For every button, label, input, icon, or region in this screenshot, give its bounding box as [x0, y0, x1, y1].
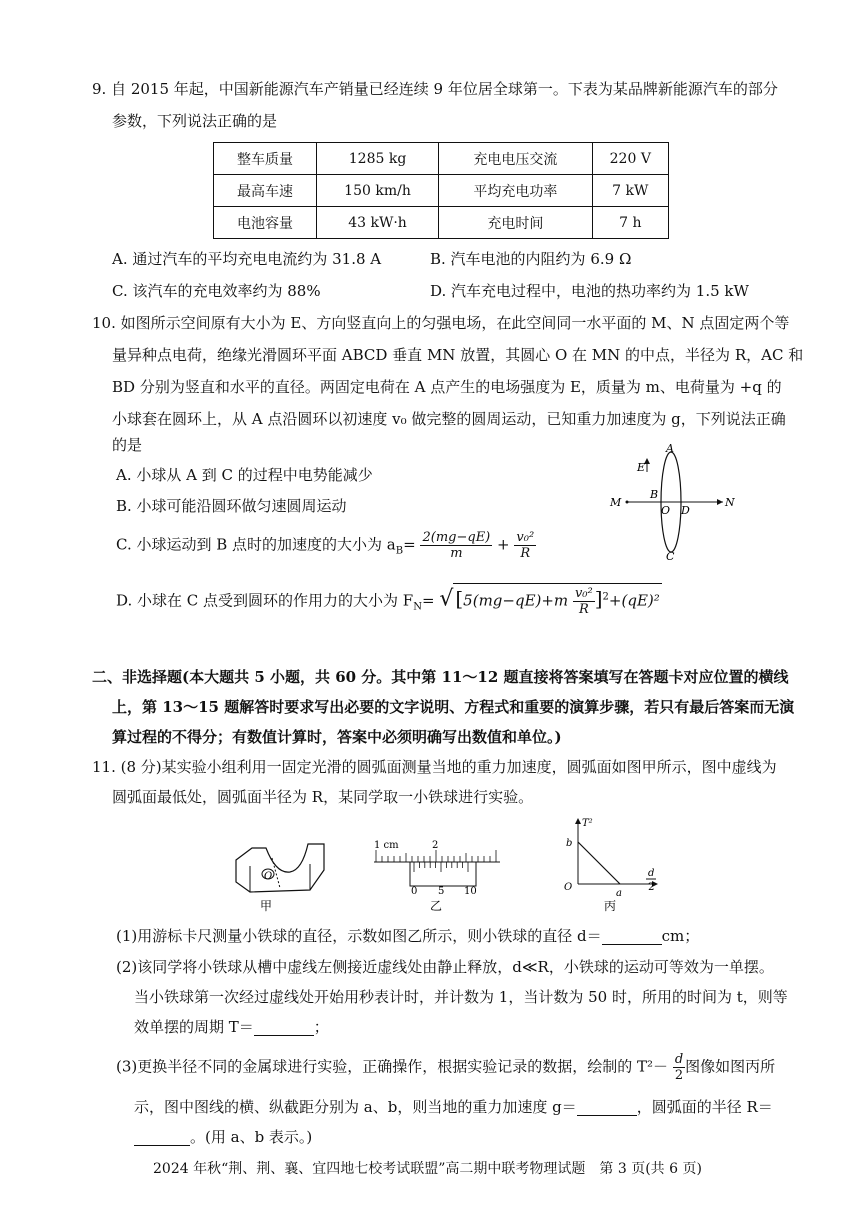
answer-blank-period[interactable]	[254, 1020, 314, 1036]
graph-line	[578, 842, 620, 884]
table-cell: 43 kW·h	[316, 207, 438, 239]
q11-stem-line2: 圆弧面最低处，圆弧面半径为 R，某同学取一小铁球进行实验。	[112, 788, 534, 806]
label-yi-2: 2	[432, 840, 439, 851]
q10-option-c-frac2	[514, 530, 536, 561]
q9-option-b: B. 汽车电池的内阻约为 6.9 Ω	[430, 250, 632, 268]
label-e: E	[637, 461, 646, 474]
answer-blank-d[interactable]	[602, 929, 662, 945]
answer-blank-g[interactable]	[577, 1100, 637, 1116]
vernier-scale-ticks	[414, 862, 468, 872]
label-b: B	[650, 488, 659, 501]
q11-part3-line1	[116, 1052, 775, 1083]
arrow-n-icon	[717, 499, 723, 505]
bracket-close: ]	[594, 586, 603, 611]
q10-option-d	[116, 583, 662, 617]
label-m: M	[610, 496, 622, 509]
q10-option-d-term1: 5(mg−qE)+m	[463, 591, 569, 610]
q10-option-c-den1: m	[450, 546, 463, 561]
q10-option-d-frac	[573, 586, 595, 617]
q10-option-c-sub: B	[395, 545, 404, 557]
figure-jia	[230, 830, 330, 915]
q10-figure	[605, 440, 745, 565]
q11-part2-line3	[134, 1020, 329, 1036]
q11-part2-end: ；	[313, 1018, 329, 1036]
label-b-intercept: b	[566, 838, 573, 849]
q10-option-c-eq: =	[403, 535, 416, 554]
q11-part1-unit: cm；	[661, 927, 700, 945]
lowest-dashed-line	[272, 858, 280, 888]
q11-part3-g-text: 示，图中图线的横、纵截距分别为 a、b，则当地的重力加速度 g＝	[134, 1098, 577, 1116]
q11-part3-text: (3)更换半径不同的金属球进行实验，正确操作，根据实验记录的数据，绘制的 T²－	[116, 1057, 669, 1076]
table-row	[214, 175, 669, 207]
label-d: D	[681, 504, 690, 517]
q10-option-d-den: R	[578, 602, 589, 617]
q10-option-c-frac1	[420, 530, 492, 561]
q11-part1-text: (1)用游标卡尺测量小铁球的直径，示数如图乙所示，则小铁球的直径 d＝	[116, 927, 602, 945]
caption-yi: 乙	[430, 899, 443, 913]
q10-option-d-sub: N	[413, 601, 422, 613]
label-yi-0: 0	[411, 886, 418, 897]
label-c: C	[666, 550, 675, 563]
label-a: A	[666, 442, 674, 455]
section2-line3: 算过程的不得分；有数值计算时，答案中必须明确写出数值和单位。)	[112, 728, 562, 746]
vernier-body	[410, 862, 476, 886]
label-yi-5: 5	[438, 886, 445, 897]
table-cell: 7 h	[592, 207, 668, 239]
table-cell: 最高车速	[214, 175, 317, 207]
bracket-open: [	[455, 586, 464, 611]
q9-stem-line2: 参数，下列说法正确的是	[112, 112, 278, 130]
table-cell: 1285 kg	[316, 143, 438, 175]
q11-part3-line3	[134, 1130, 312, 1146]
label-t2: T²	[582, 818, 593, 829]
label-o: O	[661, 504, 671, 517]
q10-option-c-text: C. 小球运动到 B 点时的加速度的大小为 a	[116, 535, 396, 554]
q9-parameter-table	[213, 142, 669, 239]
table-cell: 平均充电功率	[439, 175, 592, 207]
q10-stem-line2: 量异种点电荷，绝缘光滑圆环平面 ABCD 垂直 MN 放置，其圆心 O 在 MN 的中点，半径为 R，AC 和	[112, 346, 804, 364]
q10-stem-line1: 10. 如图所示空间原有大小为 E、方向竖直向上的匀强电场，在此空间同一水平面的 M、N 点固定两个等	[92, 314, 790, 332]
table-cell: 150 km/h	[316, 175, 438, 207]
caption-bing: 丙	[604, 899, 617, 913]
q10-option-c-num1: 2(mg−qE)	[422, 530, 491, 545]
q10-option-d-text: D. 小球在 C 点受到圆环的作用力的大小为 F	[116, 591, 414, 610]
y-axis-arrow-icon	[575, 818, 581, 824]
q10-stem-line5: 的是	[112, 436, 143, 454]
groove-outline	[236, 844, 324, 892]
q11-part3-line2	[134, 1100, 773, 1116]
label-yi-10: 10	[464, 886, 477, 897]
answer-blank-r[interactable]	[134, 1130, 190, 1146]
page-footer: 2024 年秋“荆、荆、襄、宜四地七校考试联盟”高二期中联考物理试题 第 3 页(共 6 页)	[153, 1161, 702, 1177]
q9-option-d: D. 汽车充电过程中，电池的热功率约为 1.5 kW	[430, 282, 749, 300]
table-cell: 充电时间	[439, 207, 592, 239]
q11-part3-frac	[673, 1052, 685, 1083]
table-row	[214, 143, 669, 175]
caption-jia: 甲	[260, 899, 273, 913]
table-cell: 220 V	[592, 143, 668, 175]
q11-part3-num: d	[674, 1052, 684, 1067]
figure-bing	[560, 812, 670, 916]
table-cell: 充电电压交流	[439, 143, 592, 175]
label-n: N	[725, 496, 735, 509]
q11-part3-note: 。(用 a、b 表示。)	[190, 1128, 313, 1146]
q10-option-d-radicand	[453, 583, 661, 617]
label-yi-cm: 1 cm	[374, 840, 399, 851]
q10-option-d-square: 2	[602, 591, 609, 603]
figure-yi	[370, 832, 505, 914]
q9-option-a: A. 通过汽车的平均充电电流约为 31.8 A	[112, 250, 382, 268]
q9-stem-line1: 9. 自 2015 年起，中国新能源汽车产销量已经连续 9 年位居全球第一。下表为某品牌新能源汽车的部分	[92, 80, 778, 98]
q10-stem-line3: BD 分别为竖直和水平的直径。两固定电荷在 A 点产生的电场强度为 E，质量为 m、电荷量为 +q 的	[112, 378, 782, 396]
q11-part2-text: 效单摆的周期 T＝	[134, 1018, 254, 1036]
section2-line2: 上，第 13～15 题解答时要求写出必要的文字说明、方程式和重要的演算步骤，若只有最后答案而无演	[112, 698, 795, 716]
q11-part3-r-text: ，圆弧面的半径 R＝	[636, 1098, 773, 1116]
sqrt-icon: √	[439, 586, 454, 612]
label-d: d	[648, 868, 655, 879]
q9-option-c: C. 该汽车的充电效率约为 88%	[112, 282, 321, 300]
q11-stem-line1: 11. (8 分)某实验小组利用一固定光滑的圆弧面测量当地的重力加速度，圆弧面如图甲所示，图中虚线为	[92, 758, 777, 776]
q11-part1	[116, 929, 699, 945]
label-a-intercept: a	[616, 888, 622, 899]
q10-option-d-eq: =	[421, 591, 435, 610]
q10-option-c-plus: +	[497, 535, 510, 554]
q10-option-c	[116, 530, 536, 561]
q11-part2-line2: 当小铁球第一次经过虚线处开始用秒表计时，并计数为 1，当计数为 50 时，所用的时间为 t，则等	[134, 988, 788, 1006]
section2-line1: 二、非选择题(本大题共 5 小题，共 60 分。其中第 11～12 题直接将答案填写在答题卡对应位置的横线	[92, 668, 789, 686]
q10-option-a: A. 小球从 A 到 C 的过程中电势能减少	[116, 466, 373, 484]
main-scale-ticks	[376, 850, 496, 862]
table-cell: 电池容量	[214, 207, 317, 239]
table-cell: 整车质量	[214, 143, 317, 175]
q10-stem-line4: 小球套在圆环上，从 A 点沿圆环以初速度 v₀ 做完整的圆周运动，已知重力加速度为 g，下列说法正确	[112, 410, 786, 428]
q11-part2-line1: (2)该同学将小铁球从槽中虚线左侧接近虚线处由静止释放，d≪R，小铁球的运动可等效为一单摆。	[116, 958, 774, 976]
q10-option-d-num: v₀²	[574, 586, 593, 601]
table-row	[214, 207, 669, 239]
table-cell: 7 kW	[592, 175, 668, 207]
point-m	[626, 501, 629, 504]
label-jia-o: O	[264, 871, 273, 882]
q10-option-d-term2: +(qE)²	[608, 591, 660, 610]
q10-option-c-den2: R	[520, 546, 531, 561]
groove-edges	[250, 864, 310, 892]
label-2: 2	[648, 882, 655, 893]
q10-option-c-num2: v₀²	[516, 530, 535, 545]
q11-part3-den: 2	[674, 1068, 684, 1083]
q11-part3-post: 图像如图丙所	[685, 1057, 776, 1076]
q10-option-b: B. 小球可能沿圆环做匀速圆周运动	[116, 497, 347, 515]
label-origin: O	[564, 882, 573, 893]
